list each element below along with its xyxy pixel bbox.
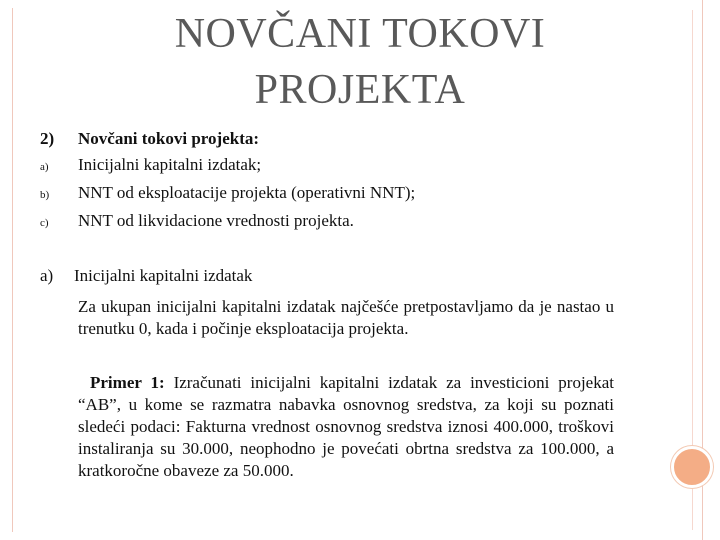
list-item	[40, 211, 415, 239]
section-marker: a)	[40, 266, 54, 285]
list-marker: b)	[40, 189, 50, 201]
frame-line-left	[12, 8, 13, 532]
list-item	[40, 183, 415, 211]
cash-flow-list	[40, 155, 415, 239]
list-marker: c)	[40, 217, 49, 229]
list-item-text: Inicijalni kapitalni izdatak;	[78, 155, 262, 174]
title-line-1: NOVČANI TOKOVI	[174, 11, 546, 57]
title-line-2: PROJEKTA	[254, 67, 466, 113]
heading-number: 2)	[40, 129, 55, 148]
example-text: Izračunati inicijalni kapitalni izdatak za investicioni projekat “AB”, u kome se razmatra nabavka osnovnog sredstva, za koji su poznati sledeći podaci: Fakturna vrednost osnovnog sredstva iznosi 400.000, troškovi instaliranja su 30.000, neophodno je povećati obrtna sredstva za 100.000, a kratkoročne obaveze za 50.000.	[78, 373, 614, 480]
list-heading	[40, 129, 259, 149]
section-title-text: Inicijalni kapitalni izdatak	[74, 266, 253, 285]
slide-title	[80, 6, 640, 118]
heading-text: Novčani tokovi projekta:	[78, 129, 260, 148]
list-item-text: NNT od eksploatacije projekta (operativni NNT);	[78, 183, 416, 202]
example-paragraph	[78, 372, 614, 482]
list-marker: a)	[40, 161, 49, 173]
section-title	[40, 266, 252, 286]
section-paragraph: Za ukupan inicijalni kapitalni izdatak najčešće pretpostavljamo da je nastao u trenutku 0, kada i počinje eksploatacija projekta.	[78, 297, 614, 338]
list-item	[40, 155, 415, 183]
list-item-text: NNT od likvidacione vrednosti projekta.	[78, 211, 354, 230]
decorative-circle	[671, 446, 713, 488]
example-label: Primer 1:	[90, 373, 165, 392]
